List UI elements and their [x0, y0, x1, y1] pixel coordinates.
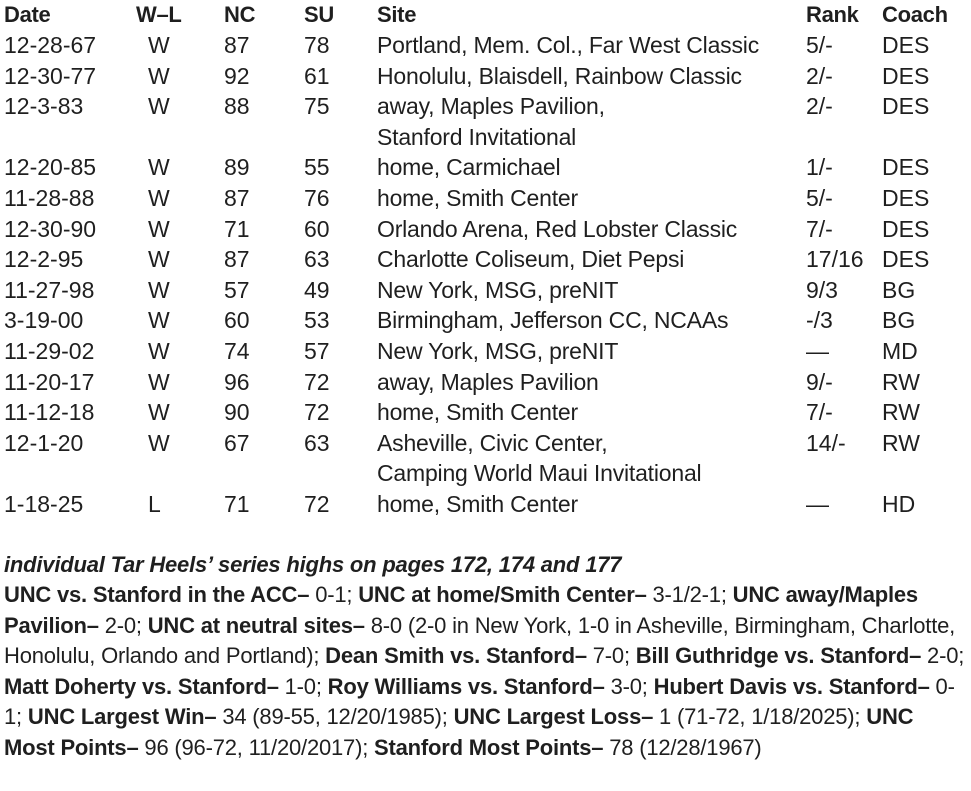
cell-rank: 7/-	[806, 399, 833, 426]
table-row	[0, 489, 971, 519]
summary-value: 78 (12/28/1967)	[603, 734, 762, 760]
summary-label: Dean Smith vs. Stanford–	[325, 643, 587, 668]
cell-nc: 74	[224, 338, 250, 364]
cell-date: 12-20-85	[4, 154, 97, 181]
cell-nc: 92	[224, 62, 250, 89]
cell-site: Asheville, Civic Center,	[377, 429, 608, 456]
cell-site: New York, MSG, preNIT	[377, 338, 619, 364]
cell-su: 57	[304, 338, 330, 364]
cell-rank: 5/-	[806, 185, 833, 211]
table-row	[0, 305, 971, 335]
cell-coach: DES	[882, 93, 930, 120]
cell-su: 53	[304, 307, 330, 334]
summary-value: 3-1/2-1;	[646, 582, 733, 607]
cell-su: 75	[304, 93, 330, 120]
cell-rank: 9/3	[806, 276, 838, 303]
cell-date: 12-30-77	[4, 62, 97, 89]
cell-su: 76	[304, 185, 330, 211]
summary-value: 96 (96-72, 11/20/2017);	[138, 734, 375, 760]
table-row	[0, 30, 971, 60]
cell-su: 72	[304, 399, 330, 426]
cell-su: 63	[304, 246, 330, 273]
cell-rank: 17/16	[806, 246, 864, 273]
cell-rank: 5/-	[806, 32, 833, 58]
cell-wl: L	[148, 491, 161, 517]
cell-wl: W	[148, 154, 170, 181]
header-wl: W–L	[136, 2, 182, 27]
table-row	[0, 214, 971, 244]
cell-nc: 89	[224, 154, 250, 181]
cell-date: 12-2-95	[4, 246, 84, 273]
cell-coach: MD	[882, 338, 918, 364]
summary-value: 8-0 (2-0 in New York, 1-0 in Asheville, Birmingham, Charlotte, Honolulu, Orlando and Portland);	[4, 612, 956, 668]
cell-rank: —	[806, 338, 829, 364]
cell-wl: W	[148, 307, 170, 334]
summary-label: Stanford Most Points–	[374, 734, 604, 760]
cell-date: 11-28-88	[4, 185, 95, 211]
cell-coach: RW	[882, 368, 920, 395]
summary-value: 34 (89-55, 12/20/1985);	[216, 704, 454, 729]
summary-value: 1-0;	[278, 673, 328, 699]
table-row	[0, 183, 971, 213]
cell-coach: RW	[882, 399, 920, 426]
table-row	[0, 91, 971, 150]
cell-coach: DES	[882, 62, 930, 89]
summary-label: UNC away/Maples Pavilion–	[4, 582, 918, 638]
cell-date: 12-1-20	[4, 429, 84, 456]
cell-su: 55	[304, 154, 330, 181]
summary-label: Roy Williams vs. Stanford–	[327, 673, 605, 699]
table-row	[0, 152, 971, 182]
summary-value: 2-0;	[98, 612, 148, 638]
cell-nc: 60	[224, 307, 250, 334]
cell-wl: W	[148, 429, 170, 456]
cell-su: 72	[304, 368, 330, 395]
cell-date: 12-28-67	[4, 32, 97, 58]
cell-nc: 71	[224, 215, 250, 242]
cell-su: 49	[304, 276, 330, 303]
header-coach: Coach	[882, 2, 948, 27]
cell-su: 78	[304, 32, 330, 58]
header-nc: NC	[224, 2, 256, 27]
header-site: Site	[377, 2, 417, 27]
cell-rank: 1/-	[806, 154, 833, 181]
cell-date: 11-20-17	[4, 368, 95, 395]
cell-coach: DES	[882, 246, 930, 273]
header-rank: Rank	[806, 2, 859, 27]
cell-coach: RW	[882, 429, 920, 456]
summary-label: Bill Guthridge vs. Stanford–	[635, 643, 922, 668]
series-summary	[4, 580, 966, 763]
summary-label: Hubert Davis vs. Stanford–	[653, 673, 930, 699]
cell-site: Portland, Mem. Col., Far West Classic	[377, 32, 759, 58]
cell-wl: W	[148, 338, 170, 364]
cell-nc: 87	[224, 185, 250, 211]
cell-site: away, Maples Pavilion	[377, 368, 599, 395]
summary-label: UNC at home/Smith Center–	[358, 582, 647, 607]
summary-label: UNC Largest Loss–	[453, 704, 654, 729]
cell-wl: W	[148, 276, 170, 303]
cell-wl: W	[148, 399, 170, 426]
table-row	[0, 428, 971, 487]
summary-value: 0-1;	[309, 582, 359, 607]
cell-coach: DES	[882, 154, 930, 181]
cell-nc: 71	[224, 491, 250, 517]
table-row	[0, 244, 971, 274]
cell-site: Birmingham, Jefferson CC, NCAAs	[377, 307, 729, 334]
cell-site: New York, MSG, preNIT	[377, 276, 619, 303]
cell-rank: —	[806, 491, 829, 517]
cell-rank: 2/-	[806, 62, 833, 89]
header-date: Date	[4, 2, 51, 27]
cell-date: 11-29-02	[4, 338, 95, 364]
cell-coach: DES	[882, 215, 930, 242]
cell-su: 63	[304, 429, 330, 456]
cell-nc: 88	[224, 93, 250, 120]
cell-su: 72	[304, 491, 330, 517]
cell-site-continued: Camping World Maui Invitational	[377, 460, 702, 487]
cell-site: Honolulu, Blaisdell, Rainbow Classic	[377, 62, 742, 89]
cell-rank: 9/-	[806, 368, 833, 395]
table-row	[0, 275, 971, 305]
summary-value: 3-0;	[604, 673, 654, 699]
cell-site: Orlando Arena, Red Lobster Classic	[377, 215, 738, 242]
cell-date: 1-18-25	[4, 491, 84, 517]
table-row	[0, 397, 971, 427]
cell-date: 12-30-90	[4, 215, 97, 242]
summary-value: 2-0;	[921, 643, 965, 668]
cell-su: 61	[304, 62, 330, 89]
summary-label: UNC at neutral sites–	[147, 612, 365, 638]
table-header	[0, 0, 971, 30]
cell-nc: 87	[224, 246, 250, 273]
cell-coach: HD	[882, 491, 916, 517]
series-highs-note: individual Tar Heels’ series highs on pages 172, 174 and 177	[4, 552, 622, 577]
summary-label: UNC vs. Stanford in the ACC–	[4, 582, 310, 607]
cell-site: home, Smith Center	[377, 185, 578, 211]
cell-su: 60	[304, 215, 330, 242]
table-row	[0, 61, 971, 91]
cell-site: home, Smith Center	[377, 399, 578, 426]
cell-wl: W	[148, 215, 170, 242]
cell-site: away, Maples Pavilion,	[377, 93, 605, 120]
cell-site-continued: Stanford Invitational	[377, 123, 577, 150]
summary-value: 0-1;	[4, 673, 955, 729]
table-row	[0, 367, 971, 397]
cell-nc: 90	[224, 399, 250, 426]
cell-date: 11-27-98	[4, 276, 95, 303]
cell-nc: 87	[224, 32, 250, 58]
cell-site: home, Carmichael	[377, 154, 561, 181]
cell-coach: DES	[882, 185, 930, 211]
cell-wl: W	[148, 32, 170, 58]
cell-coach: BG	[882, 276, 916, 303]
cell-wl: W	[148, 185, 170, 211]
cell-wl: W	[148, 368, 170, 395]
cell-coach: BG	[882, 307, 916, 334]
cell-rank: -/3	[806, 307, 833, 334]
cell-wl: W	[148, 93, 170, 120]
cell-nc: 57	[224, 276, 250, 303]
summary-label: UNC Largest Win–	[27, 704, 217, 729]
cell-coach: DES	[882, 32, 930, 58]
summary-label: UNC Most Points–	[4, 704, 914, 760]
cell-wl: W	[148, 246, 170, 273]
cell-date: 12-3-83	[4, 93, 84, 120]
cell-date: 11-12-18	[4, 399, 95, 426]
cell-site: home, Smith Center	[377, 491, 578, 517]
summary-value: 1 (71-72, 1/18/2025);	[653, 704, 867, 729]
cell-nc: 67	[224, 429, 250, 456]
cell-nc: 96	[224, 368, 250, 395]
cell-rank: 7/-	[806, 215, 833, 242]
cell-wl: W	[148, 62, 170, 89]
table-row	[0, 336, 971, 366]
cell-rank: 14/-	[806, 429, 846, 456]
cell-date: 3-19-00	[4, 307, 84, 334]
header-su: SU	[304, 2, 334, 27]
summary-value: 7-0;	[586, 643, 636, 668]
cell-rank: 2/-	[806, 93, 833, 120]
summary-label: Matt Doherty vs. Stanford–	[4, 673, 279, 699]
cell-site: Charlotte Coliseum, Diet Pepsi	[377, 246, 685, 273]
